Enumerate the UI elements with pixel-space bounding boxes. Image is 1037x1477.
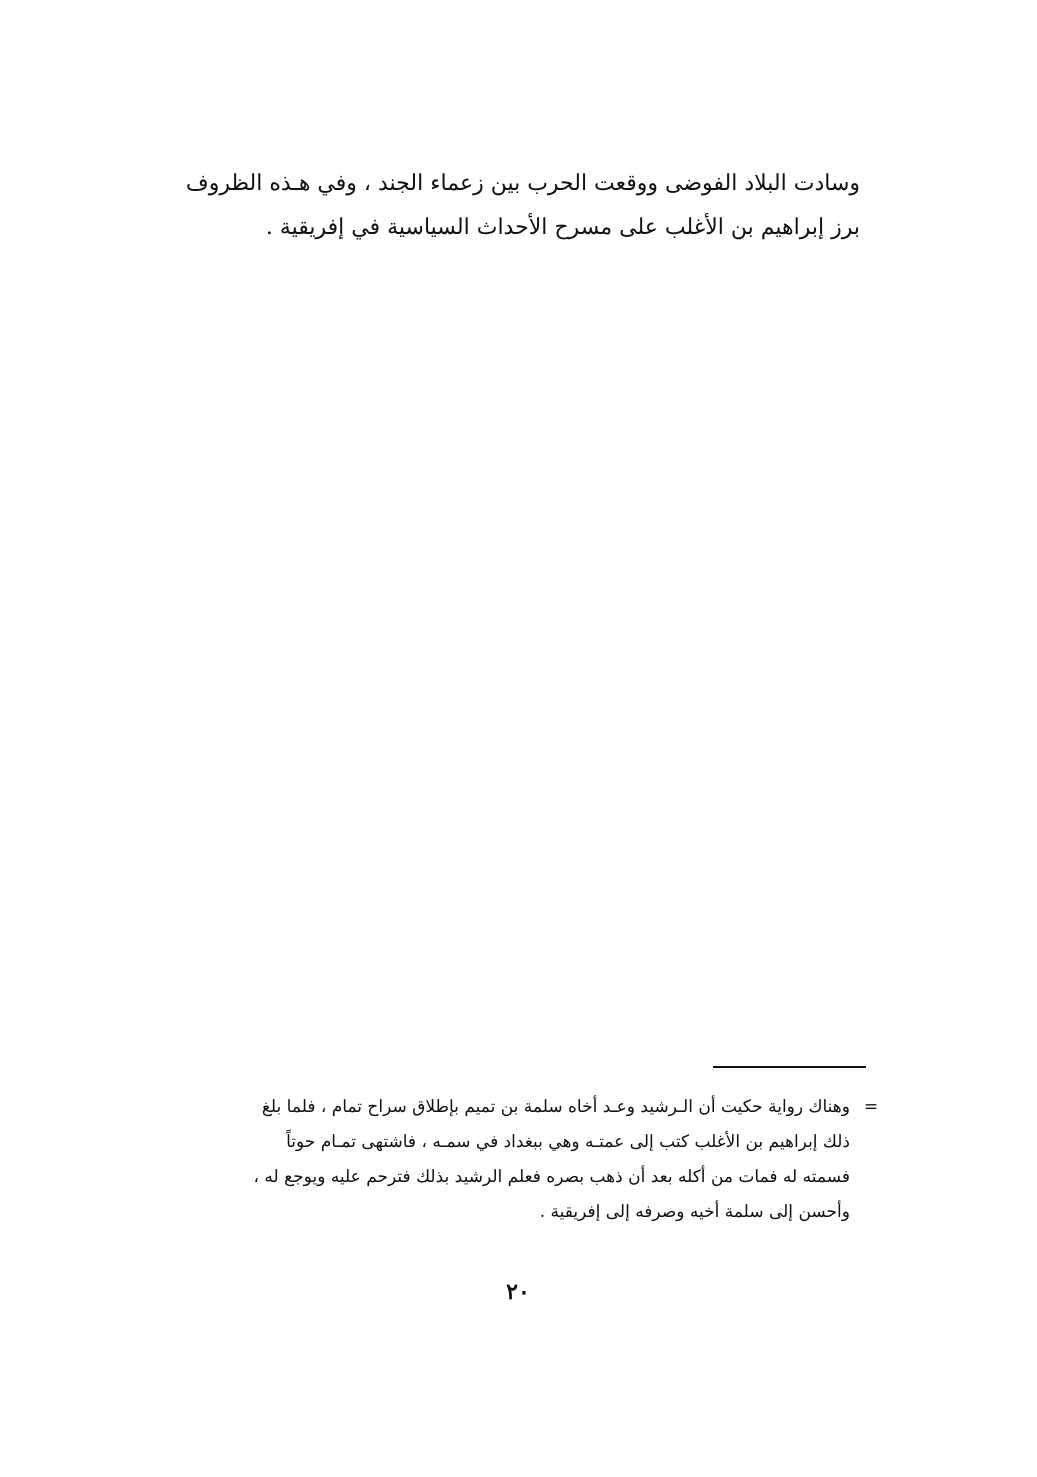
footnote-continuation-marker: =: [863, 1097, 879, 1117]
footnote-line: وأحسن إلى سلمة أخيه وصرفه إلى إفريقية .: [539, 1202, 850, 1222]
footnote-line: وهناك رواية حكيت أن الـرشيد وعـد أخاه سلمة بن تميم بإطلاق سراح تمام ، فلما بلغ: [261, 1097, 850, 1117]
main-paragraph: [170, 162, 860, 250]
footnote-line: ذلك إبراهيم بن الأغلب كتب إلى عمتـه وهي ببغداد في سمـه ، فاشتهى تمـام حوتاً: [286, 1132, 850, 1152]
footnote-separator: [713, 1066, 866, 1068]
paragraph-line: وسادت البلاد الفوضى ووقعت الحرب بين زعماء الجند ، وفي هـذه الظروف: [185, 171, 860, 196]
footnote-line: فسمته له فمات من أكله بعد أن ذهب بصره فعلم الرشيد بذلك فترحم عليه ويوجع له ،: [253, 1167, 850, 1187]
page-number: ٢٠: [506, 1279, 530, 1305]
footnote: [170, 1090, 850, 1230]
paragraph-line: برز إبراهيم بن الأغلب على مسرح الأحداث السياسية في إفريقية .: [265, 215, 860, 240]
